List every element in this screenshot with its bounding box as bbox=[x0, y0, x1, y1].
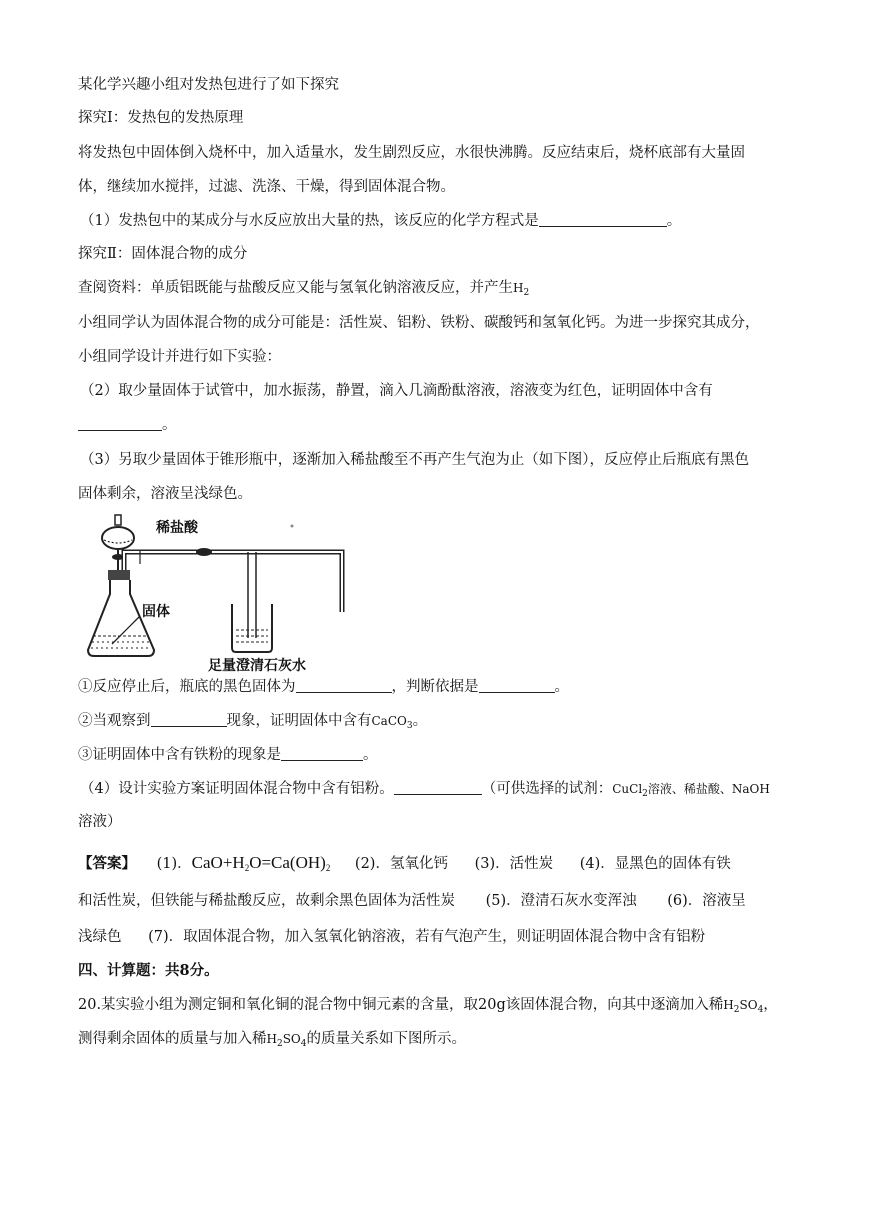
answer-blank bbox=[394, 780, 482, 795]
answer-label: 【答案】 bbox=[78, 855, 136, 872]
section-heading-1: 探究Ⅰ：发热包的发热原理 bbox=[78, 110, 244, 126]
reference-line bbox=[78, 278, 529, 298]
answer-line-3: 浅绿色 (7)．取固体混合物，加入氢氧化钠溶液，若有气泡产生，则证明固体混合物中含有铝粉 bbox=[78, 929, 706, 945]
punct: 。 bbox=[162, 417, 177, 433]
apparatus-figure bbox=[80, 512, 380, 672]
formula-h2: $H_2$ bbox=[513, 281, 530, 298]
answer-blank bbox=[296, 678, 392, 693]
answer-blank bbox=[479, 678, 555, 693]
answer-line-2: 和活性炭，但铁能与稀盐酸反应，故剩余黑色固体为活性炭 (5)．澄清石灰水变浑浊 (6)．溶液呈 bbox=[78, 893, 746, 909]
paragraph-line: 小组同学设计并进行如下实验： bbox=[78, 349, 281, 365]
question-text: （1）发热包中的某成分与水反应放出大量的热，该反应的化学方程式是 bbox=[80, 213, 539, 229]
label-limewater: 足量澄清石灰水 bbox=[208, 658, 306, 672]
formula-cucl2: CuCl$_2$ bbox=[612, 782, 648, 799]
answer-blank bbox=[539, 212, 667, 227]
subquestion-2: ②当观察到 现象，证明固体中含有CaCO$_3$。 bbox=[78, 713, 428, 731]
subquestion-1: ①反应停止后，瓶底的黑色固体为 ，判断依据是 。 bbox=[78, 679, 569, 695]
answer-blank bbox=[151, 712, 227, 727]
label-acid: 稀盐酸 bbox=[156, 520, 198, 536]
paragraph-line: 小组同学认为固体混合物的成分可能是：活性炭、铝粉、铁粉、碳酸钙和氢氧化钙。为进一步探究其成分， bbox=[78, 315, 760, 331]
reference-text: 查阅资料：单质铝既能与盐酸反应又能与氢氧化钠溶液反应，并产生 bbox=[78, 280, 513, 296]
problem-20-line-1: 20.某实验小组为测定铜和氧化铜的混合物中铜元素的含量，取20g该固体混合物，向其中逐滴加入稀$H_2SO_4$， bbox=[78, 997, 778, 1015]
punct: 。 bbox=[666, 213, 682, 229]
formula-h2so4: $H_2SO_4$ bbox=[266, 1032, 307, 1049]
section-heading-4: 四、计算题：共8分。 bbox=[78, 962, 219, 979]
question-2: （2）取少量固体于试管中，加水振荡，静置，滴入几滴酚酞溶液，溶液变为红色，证明固体中含有 bbox=[80, 383, 713, 399]
problem-20-line-2: 测得剩余固体的质量与加入稀$H_2SO_4$的质量关系如下图所示。 bbox=[78, 1031, 466, 1049]
answer-equation: $CaO+H_2O=Ca(OH)_2$ bbox=[191, 853, 331, 873]
paragraph-line: 固体剩余，溶液呈浅绿色。 bbox=[78, 486, 252, 502]
answer-blank bbox=[78, 416, 162, 431]
section-heading-2: 探究Ⅱ：固体混合物的成分 bbox=[78, 246, 248, 262]
subquestion-3: ③证明固体中含有铁粉的现象是 。 bbox=[78, 747, 378, 763]
question-4-cont: 溶液） bbox=[78, 814, 122, 830]
paragraph-line: 将发热包中固体倒入烧杯中，加入适量水，发生剧烈反应，水很快沸腾。反应结束后，烧杯底部有大量固 bbox=[78, 145, 745, 161]
label-solid: 固体 bbox=[142, 604, 170, 620]
formula-caco3: CaCO$_3$ bbox=[371, 714, 413, 731]
question-2-blank-line bbox=[78, 415, 177, 435]
formula-h2so4: $H_2SO_4$ bbox=[723, 998, 764, 1015]
question-3: （3）另取少量固体于锥形瓶中，逐渐加入稀盐酸至不再产生气泡为止（如下图），反应停止后瓶底有黑色 bbox=[80, 452, 749, 468]
paragraph-line: 体，继续加水搅拌，过滤、洗涤、干燥，得到固体混合物。 bbox=[78, 179, 455, 195]
answer-blank bbox=[281, 746, 363, 761]
question-4: （4）设计实验方案证明固体混合物中含有铝粉。 （可供选择的试剂：CuCl$_2$溶液、稀盐酸、NaOH bbox=[80, 781, 770, 799]
answer-line-1: 【答案】 (1)．$CaO+H_2O=Ca(OH)_2$ (2)．氢氧化钙 (3)．活性炭 (4)．显黑色的固体有铁 bbox=[78, 853, 731, 873]
question-1 bbox=[80, 211, 681, 231]
intro-line: 某化学兴趣小组对发热包进行了如下探究 bbox=[78, 77, 339, 93]
